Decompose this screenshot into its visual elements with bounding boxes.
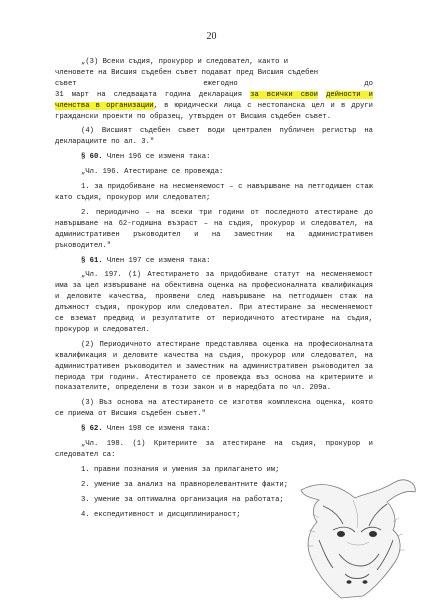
- highlighted-text: дейности и членства в организации: [55, 90, 373, 110]
- article-196-item-2: 2. периодично – на всеки три години от последното атестиране до навършване на 62-годишна възраст – на съдия, прокурор и следовател, на административен ръководител и на заместник на административен ръководител.": [55, 208, 373, 250]
- article-198-item-3: 3. умение за оптимална организация на работата;: [81, 495, 284, 504]
- section-number: § 60.: [81, 153, 103, 162]
- article-198-item-1: 1. правни познания и умения за прилагането им;: [81, 465, 280, 474]
- word: съвет: [55, 79, 77, 88]
- article-196-heading: „Чл. 196. Атестиране се провежда:: [81, 168, 224, 177]
- section-text: Член 197 се изменя така:: [102, 256, 211, 265]
- paragraph-4: (4) Висшият съдебен съвет води централен публичен регистър на декларациите по ал. 3.": [55, 127, 373, 147]
- section-text: Член 198 се изменя така:: [102, 425, 211, 434]
- article-198-heading: „Чл. 198. (1) Критериите за атестиране на съдия, прокурор и следовател са:: [55, 440, 373, 459]
- text-segment: 31 март на следващата година декларация: [55, 90, 243, 99]
- text-line: „(3) Всеки съдия, прокурор и следовател, както и: [81, 58, 289, 66]
- document-body: [55, 57, 373, 525]
- word: до: [364, 79, 373, 88]
- section-number: § 62.: [81, 425, 103, 434]
- article-197-para-2: (2) Периодичното атестиране представлява оценка на професионалната квалификация и деловите качества на съдия, прокурор или следовател, на административен ръководител и заместник на административен ръководител за периода три години. Атестирането се провежда въз основа на критериите и показателите, определени в този закон и в наредбата по чл. 209а.: [55, 340, 373, 393]
- article-198-item-2: 2. умение за анализ на правнорелевантните факти;: [81, 480, 289, 489]
- highlighted-text: за всички свои: [250, 90, 318, 99]
- word: ежегодно: [203, 79, 238, 88]
- bull-head-icon: [283, 470, 423, 600]
- article-197-para-1: „Чл. 197. (1) Атестирането за придобиване статут на несменяемост има за цел извършване на обективна оценка на професионалната квалификация и деловите качества, проявени след навършване на петгодишен стаж на длъжност съдия, прокурор или следовател. При атестиране за несменяемост се вземат предвид и резултатите от периодичното атестиране на съдия, прокурор и следовател.: [55, 271, 373, 334]
- paragraph-3-spaced-line: [55, 79, 373, 90]
- paragraph-3-cont: [55, 90, 373, 123]
- article-197-para-3: (3) Въз основа на атестирането се изготвя комплексна оценка, която се приема от Висшия съдебен съвет.": [55, 399, 373, 419]
- article-196-item-1: 1. за придобиване на несменяемост – с навършване на петгодишен стаж като съдия, прокурор или следовател;: [55, 183, 373, 202]
- section-60-heading: [55, 152, 373, 163]
- paragraph-3-line2: членовете на Висшия съдебен съвет подават пред Висшия съдебен: [55, 68, 319, 77]
- section-text: Член 196 се изменя така:: [102, 153, 211, 162]
- article-198-item-4: 4. експедитивност и дисциплинираност;: [81, 510, 241, 519]
- page-number: 20: [206, 31, 217, 42]
- section-62-heading: [55, 424, 373, 435]
- section-number: § 61.: [81, 256, 103, 265]
- paragraph-3: [55, 57, 373, 68]
- text-segment: , в юридически лица с нестопанска цел и в други граждански проекти по образец, утвърден от Висшия съдебен съвет.: [55, 101, 374, 121]
- section-61-heading: [55, 256, 373, 267]
